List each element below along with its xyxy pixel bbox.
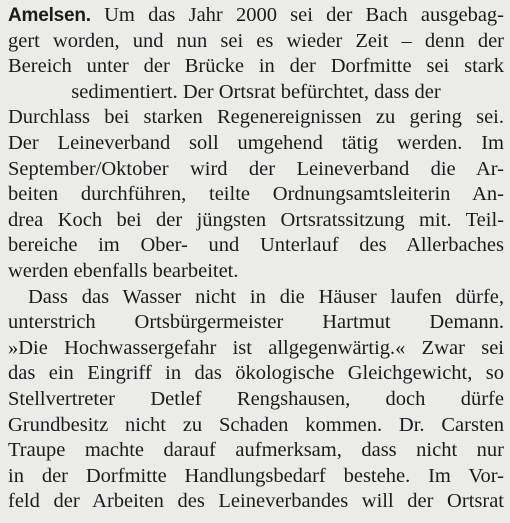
- article-line: in der Dorfmitte Handlungsbedarf bestehe. Im Vor-: [8, 464, 504, 487]
- article-line: September/Oktober wird der Leineverband die Ar-: [8, 157, 504, 180]
- article-line: »Die Hochwassergefahr ist allgegenwärtig.« Zwar sei: [8, 336, 504, 359]
- article-line: werden ebenfalls bearbeitet.: [8, 259, 239, 282]
- article-line: Durchlass bei starken Regenereignissen zu gering sei.: [8, 106, 504, 129]
- article-line: sedimentiert. Der Ortsrat befürchtet, dass der: [71, 80, 441, 103]
- article-line: Grundbesitz nicht zu Schaden kommen. Dr. Carsten: [8, 413, 504, 436]
- article-line: das ein Eingriff in das ökologische Gleichgewicht, so: [8, 362, 504, 385]
- dateline: Amelsen.: [8, 5, 91, 26]
- article-line: [8, 3, 504, 29]
- article-line: Bereich unter der Brücke in der Dorfmitte sei stark: [8, 55, 504, 78]
- article-text: Um das Jahr 2000 sei der Bach ausgebag-: [90, 4, 504, 26]
- article-line: feld der Arbeiten des Leineverbandes will der Ortsrat: [8, 490, 504, 513]
- article-line: Stellvertreter Detlef Rengshausen, doch dürfe: [8, 387, 504, 410]
- article-line: beiten durchführen, teilte Ordnungsamtsleiterin An-: [8, 183, 504, 206]
- article-line: Dass das Wasser nicht in die Häuser laufen dürfe,: [28, 285, 504, 308]
- article-line: unterstrich Ortsbürgermeister Hartmut Demann.: [8, 311, 504, 334]
- article-line: bereiche im Ober- und Unterlauf des Allerbaches: [8, 234, 504, 257]
- article-line: gert worden, und nun sei es wieder Zeit – denn der: [8, 29, 504, 52]
- article-line: Traupe machte darauf aufmerksam, dass nicht nur: [8, 439, 504, 462]
- article-line: drea Koch bei der jüngsten Ortsratssitzung mit. Teil-: [8, 208, 504, 231]
- article-line: Der Leineverband soll umgehend tätig werden. Im: [8, 131, 504, 154]
